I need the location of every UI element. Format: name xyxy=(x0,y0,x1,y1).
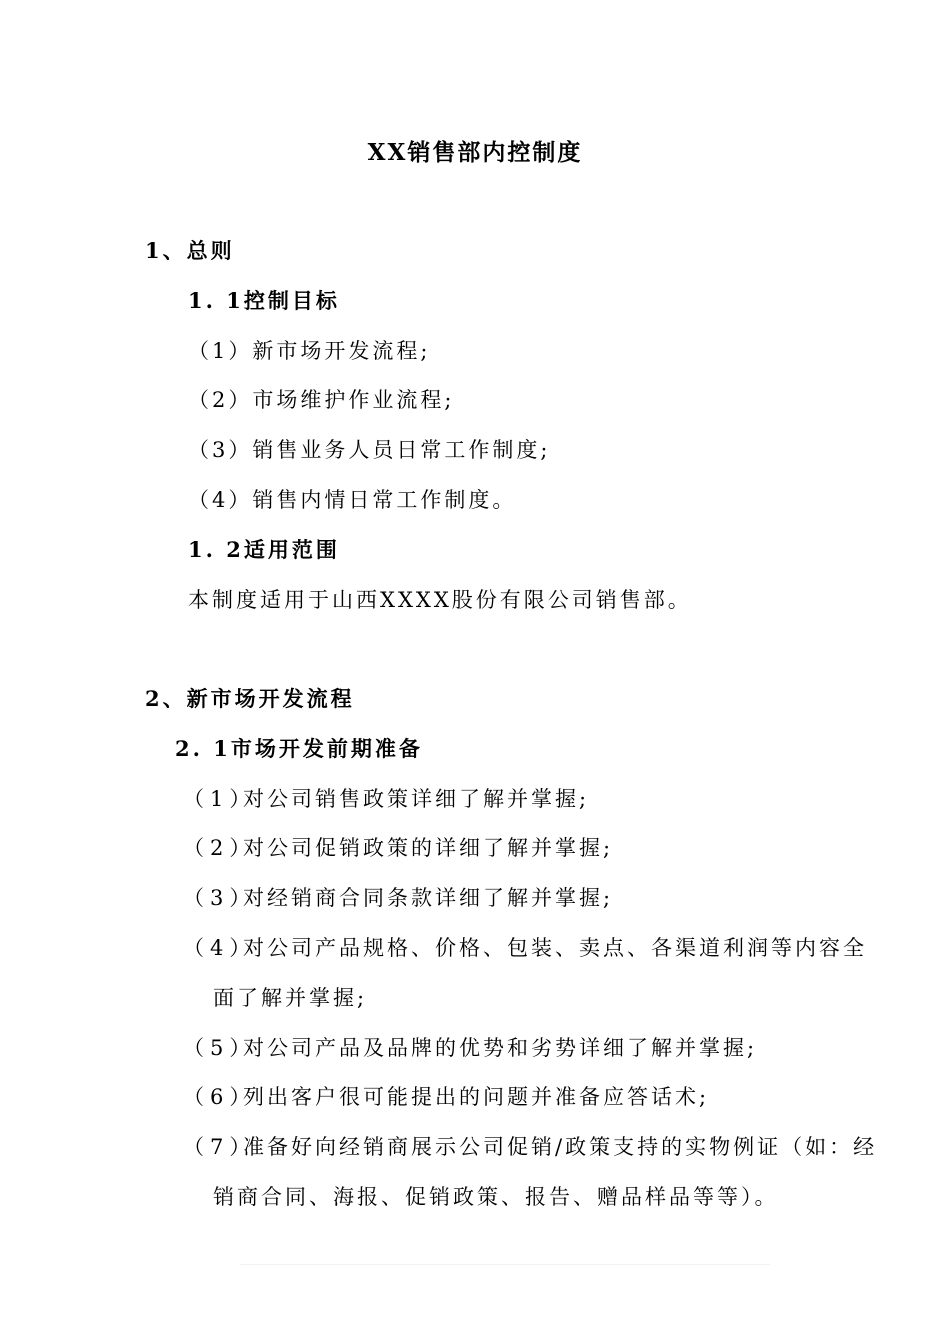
prep-item-text: 列出客户很可能提出的问题并准备应答话术; xyxy=(243,1085,710,1109)
prep-item-number: （5） xyxy=(183,1036,257,1060)
prep-item-number: （2） xyxy=(183,836,257,860)
prep-item-number: （1） xyxy=(183,787,257,811)
prep-item-number: （6） xyxy=(183,1085,257,1109)
prep-item-text: 对经销商合同条款详细了解并掌握; xyxy=(243,886,614,910)
section-1-1-heading: 1. 1控制目标 xyxy=(188,288,340,313)
prep-item-7-continuation: 销商合同、海报、促销政策、报告、赠品样品等等）。 xyxy=(213,1185,779,1209)
prep-item-4-continuation: 面了解并掌握; xyxy=(213,986,368,1010)
section-2-1-heading: 2. 1市场开发前期准备 xyxy=(175,736,423,761)
prep-item-text: 准备好向经销商展示公司促销/政策支持的实物例证（如：经 xyxy=(243,1135,878,1159)
prep-item-text: 对公司产品规格、价格、包装、卖点、各渠道利润等内容全 xyxy=(243,936,867,960)
objective-item-2: （2）市场维护作业流程; xyxy=(188,388,455,412)
prep-item-number: （3） xyxy=(183,886,257,910)
prep-item-text: 对公司产品及品牌的优势和劣势详细了解并掌握; xyxy=(243,1036,758,1060)
section-2-heading: 2、新市场开发流程 xyxy=(145,686,355,711)
prep-item-1 xyxy=(183,785,589,813)
section-1-2-heading: 1. 2适用范围 xyxy=(188,537,340,562)
prep-item-number: （4） xyxy=(183,936,257,960)
prep-item-2 xyxy=(183,834,613,862)
prep-item-7 xyxy=(183,1133,877,1161)
prep-item-3 xyxy=(183,884,613,912)
scope-text: 本制度适用于山西XXXX股份有限公司销售部。 xyxy=(188,588,692,612)
prep-item-6 xyxy=(183,1083,709,1111)
prep-item-text: 对公司促销政策的详细了解并掌握; xyxy=(243,836,614,860)
prep-item-number: （7） xyxy=(183,1135,257,1159)
objective-item-4: （4）销售内情日常工作制度。 xyxy=(188,488,517,512)
objective-item-3: （3）销售业务人员日常工作制度; xyxy=(188,438,551,462)
prep-item-text: 对公司销售政策详细了解并掌握; xyxy=(243,787,590,811)
objective-item-1: （1）新市场开发流程; xyxy=(188,339,431,363)
footer-divider xyxy=(240,1264,770,1265)
section-1-heading: 1、总则 xyxy=(145,238,235,263)
prep-item-4 xyxy=(183,934,867,962)
document-title: XX销售部内控制度 xyxy=(367,139,583,166)
prep-item-5 xyxy=(183,1034,757,1062)
